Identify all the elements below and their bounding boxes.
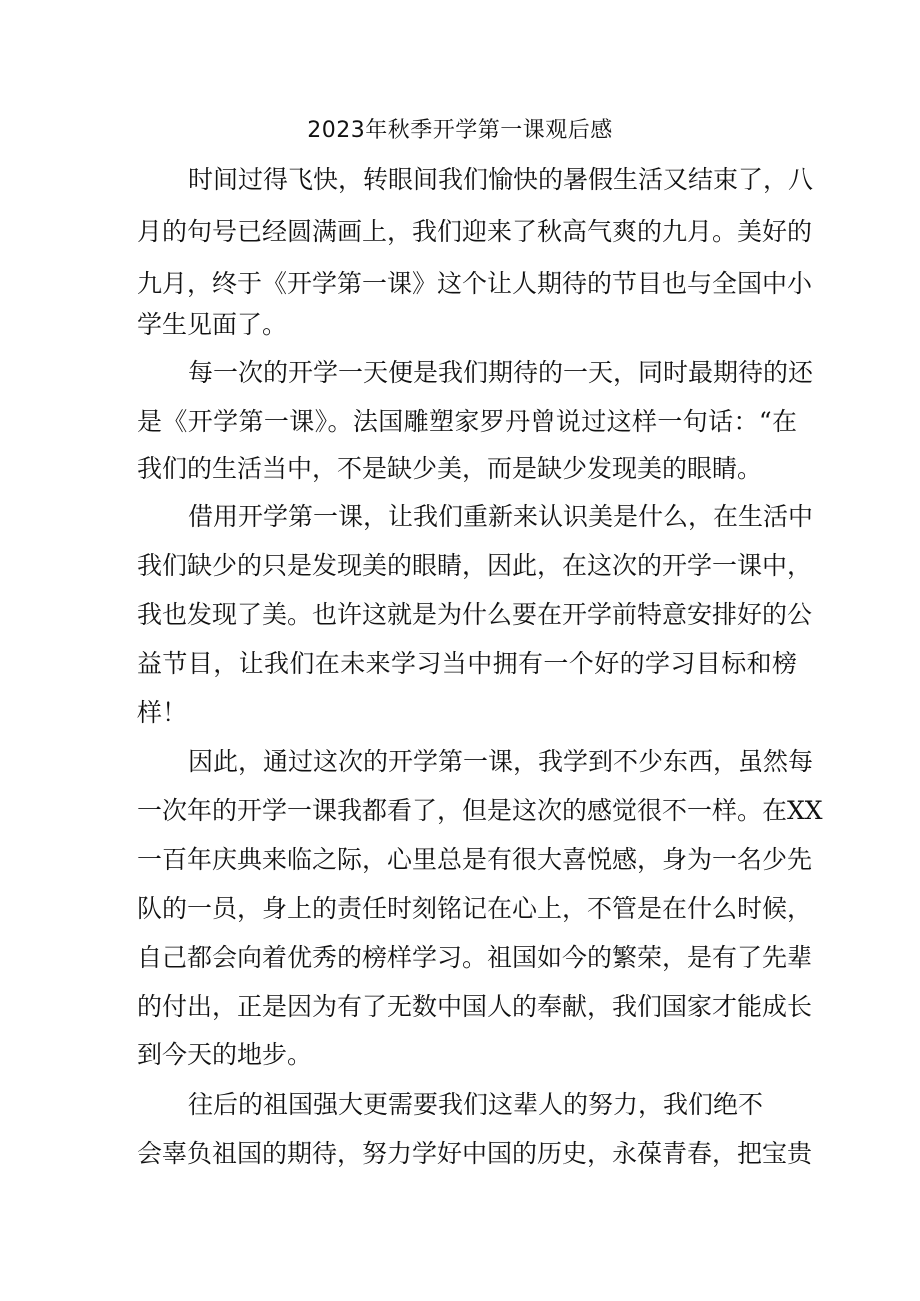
paragraph-line: 会辜负祖国的期待，努力学好中国的历史，永葆青春，把宝贵 [137,1139,813,1168]
paragraph-line: 我也发现了美。也许这就是为什么要在开学前特意安排好的公 [137,600,813,629]
paragraph-line: 的付出，正是因为有了无数中国人的奉献，我们国家才能成长 [137,992,813,1021]
paragraph-line: 样！ [137,698,188,727]
paragraph-line: 自己都会向着优秀的榜样学习。祖国如今的繁荣，是有了先辈 [137,943,813,972]
paragraph-line: 因此，通过这次的开学第一课，我学到不少东西，虽然每 [188,747,814,776]
paragraph-line: 九月，终于《开学第一课》这个让人期待的节目也与全国中小 [137,269,813,298]
paragraph-line: 我们的生活当中，不是缺少美，而是缺少发现美的眼睛。 [137,454,763,483]
paragraph-line: 一百年庆典来临之际，心里总是有很大喜悦感，身为一名少先 [137,845,813,874]
paragraph-line: 队的一员，身上的责任时刻铭记在心上，不管是在什么时候， [137,894,813,923]
paragraph-line: 学生见面了。 [137,310,288,339]
paragraph-line: 时间过得飞快，转眼间我们愉快的暑假生活又结束了，八 [188,165,814,194]
paragraph-line: 我们缺少的只是发现美的眼睛，因此，在这次的开学一课中， [137,551,813,580]
paragraph-line: 借用开学第一课，让我们重新来认识美是什么，在生活中 [188,502,814,531]
document-title: 2023年秋季开学第一课观后感 [307,118,613,143]
paragraph-line: 每一次的开学一天便是我们期待的一天，同时最期待的还 [188,358,814,387]
paragraph-line: 是《开学第一课》。法国雕塑家罗丹曾说过这样一句话：“在 [137,407,797,436]
paragraph-line: 益节目，让我们在未来学习当中拥有一个好的学习目标和榜 [137,649,797,678]
paragraph-line: 往后的祖国强大更需要我们这辈人的努力，我们绝不 [188,1090,764,1119]
paragraph-line: 月的句号已经圆满画上，我们迎来了秋高气爽的九月。美好的 [137,217,813,246]
paragraph-line: 一次年的开学一课我都看了，但是这次的感觉很不一样。在XX [137,796,823,825]
paragraph-line: 到今天的地步。 [137,1040,313,1069]
